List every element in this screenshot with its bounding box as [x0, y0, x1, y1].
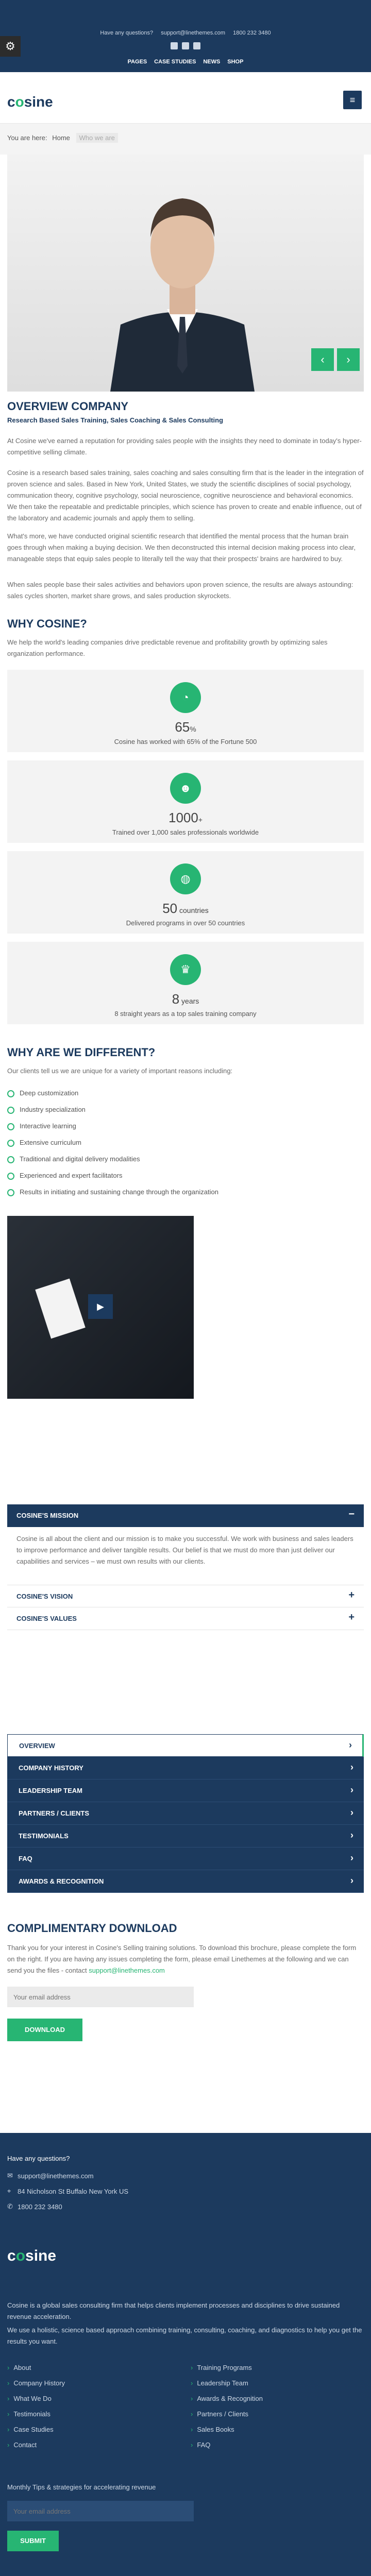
menu-button[interactable]: ≡: [343, 91, 362, 109]
breadcrumb: [0, 124, 371, 155]
plus-icon: +: [348, 1612, 355, 1623]
check-circle-icon: [7, 1173, 14, 1180]
chevron-right-icon: ›: [350, 1830, 353, 1840]
tab-testimonials[interactable]: TESTIMONIALS ›: [7, 1825, 364, 1848]
list-item: Traditional and digital delivery modalities: [7, 1155, 140, 1163]
hero-image: [7, 155, 364, 392]
stat-label: Trained over 1,000 sales professionals worldwide: [112, 828, 259, 836]
footer-link[interactable]: › Case Studies: [7, 2426, 54, 2433]
footer-link[interactable]: › Testimonials: [7, 2410, 50, 2418]
overview-paragraph-1: At Cosine we've earned a reputation for providing sales people with the insights they need to dominate in today's hyper-competitive selling climate.: [7, 437, 362, 456]
stat-card: ◍ 50 countries Delivered programs in over 50 countries: [7, 851, 364, 934]
accordion-mission[interactable]: COSINE'S MISSION −: [7, 1504, 364, 1527]
footer-link[interactable]: › Training Programs: [191, 2364, 252, 2371]
check-circle-icon: [7, 1140, 14, 1147]
overview-subtitle: Research Based Sales Training, Sales Coaching & Sales Consulting: [7, 416, 224, 424]
play-icon[interactable]: ▶: [88, 1294, 113, 1319]
chevron-right-icon: ›: [350, 1785, 353, 1795]
stat-card: ◔ 65% Cosine has worked with 65% of the Fortune 500: [7, 670, 364, 752]
mail-icon: ✉: [7, 2172, 13, 2179]
stat-card: ♛ 8 years 8 straight years as a top sales training company: [7, 942, 364, 1024]
download-text: Thank you for your interest in Cosine's Selling training solutions. To download this brochure, please complete the form on the right. If you are having any issues completing the form, please email Linethemes at the following and we can send you the files - contact support@linethemes.com: [7, 1944, 357, 1974]
list-item: Experienced and expert facilitators: [7, 1172, 122, 1180]
check-circle-icon: [7, 1156, 14, 1163]
footer-link[interactable]: › Leadership Team: [191, 2379, 248, 2387]
list-item: Extensive curriculum: [7, 1139, 81, 1147]
globe-icon: ◍: [170, 863, 201, 894]
chevron-right-icon: ›: [350, 1807, 353, 1818]
nav-shop[interactable]: SHOP: [227, 59, 244, 65]
check-circle-icon: [7, 1107, 14, 1114]
tab-leadership-team[interactable]: LEADERSHIP TEAM ›: [7, 1780, 364, 1802]
overview-paragraph-2: Cosine is a research based sales training, sales coaching and sales consulting firm that is the leader in the integration of proven science and sales. Based in New York, United States, we study the scientific disciplines of social psychology, communication theory, cognitive psychology, social neuroscience, cognitive neuroscience and behavioral economics. We then take the repeatable and predictable principles, which science has proven to create and enable influence, out of the laboratory and academic journals and apply them to selling.: [7, 469, 364, 522]
download-button[interactable]: DOWNLOAD: [7, 2019, 82, 2041]
breadcrumb-prefix: You are here:: [7, 134, 47, 142]
top-bar: [0, 0, 371, 72]
newsletter-email-input[interactable]: [7, 2501, 194, 2521]
overview-title: OVERVIEW COMPANY: [7, 400, 129, 413]
footer-question: Have any questions?: [7, 2155, 70, 2162]
question-text: Have any questions?: [100, 30, 154, 36]
overview-paragraph-3: What's more, we have conducted original scientific research that identified the mental process that the human brain goes through when making a buying decision. We then deconstructed this internal decision making process into clear, manageable steps that equip sales people to literally tell the way that their prospects' brains are hardwired to buy.: [7, 532, 356, 563]
nav-news[interactable]: NEWS: [203, 59, 221, 65]
tab-partners-clients[interactable]: PARTNERS / CLIENTS ›: [7, 1802, 364, 1825]
site-logo[interactable]: cosine: [7, 94, 53, 110]
pie-chart-icon: ◔: [170, 682, 201, 713]
overview-paragraph-4: When sales people base their sales activities and behaviors upon proven science, the results are always astounding: sales cycles shorten, market share grows, and sales production skyrockets.: [7, 581, 353, 600]
nav-case-studies[interactable]: CASE STUDIES: [154, 59, 196, 65]
list-item: Results in initiating and sustaining change through the organization: [7, 1188, 218, 1196]
newsletter-text: Monthly Tips & strategies for accelerating revenue: [7, 2483, 156, 2491]
submit-button[interactable]: SUBMIT: [7, 2531, 59, 2551]
stat-card: ☻ 1000+ Trained over 1,000 sales professionals worldwide: [7, 760, 364, 843]
accordion-vision[interactable]: COSINE'S VISION +: [7, 1585, 364, 1607]
stat-label: Delivered programs in over 50 countries: [126, 919, 245, 927]
nav-pages[interactable]: PAGES: [127, 59, 147, 65]
footer-link[interactable]: › Partners / Clients: [191, 2410, 248, 2418]
different-intro: Our clients tell us we are unique for a variety of important reasons including:: [7, 1067, 233, 1075]
footer-link[interactable]: › What We Do: [7, 2395, 52, 2402]
minus-icon: −: [348, 1509, 355, 1520]
plus-icon: +: [348, 1589, 355, 1601]
card-in-pocket: [35, 1279, 85, 1339]
google-plus-icon[interactable]: [193, 42, 200, 49]
pin-icon: ⌖: [7, 2187, 11, 2195]
email-link[interactable]: support@linethemes.com: [161, 30, 226, 36]
footer-logo[interactable]: cosine: [7, 2247, 57, 2264]
chevron-right-icon: ›: [349, 1740, 352, 1750]
footer-link[interactable]: › Awards & Recognition: [191, 2395, 263, 2402]
footer-link[interactable]: › FAQ: [191, 2441, 210, 2449]
download-email-link[interactable]: support@linethemes.com: [89, 1967, 165, 1974]
footer-phone: 1800 232 3480: [18, 2203, 62, 2211]
why-text: We help the world's leading companies drive predictable revenue and profitability growth by optimizing sales organization performance.: [7, 638, 328, 657]
stat-label: Cosine has worked with 65% of the Fortune 500: [114, 738, 257, 745]
footer-link[interactable]: › Sales Books: [191, 2426, 234, 2433]
footer-paragraph-2: We use a holistic, science based approach combining training, consulting, coaching, and diagnostics to help you get the results you want.: [7, 2326, 362, 2345]
footer-link[interactable]: › Company History: [7, 2379, 65, 2387]
tab-faq[interactable]: FAQ ›: [7, 1848, 364, 1870]
facebook-icon[interactable]: [171, 42, 178, 49]
accordion-values[interactable]: COSINE'S VALUES +: [7, 1607, 364, 1630]
download-email-input[interactable]: [7, 1987, 194, 2007]
next-arrow-icon[interactable]: ›: [337, 348, 360, 371]
footer-email[interactable]: support@linethemes.com: [18, 2172, 94, 2180]
check-circle-icon: [7, 1123, 14, 1130]
phone-text: 1800 232 3480: [233, 30, 271, 36]
mission-text: Cosine is all about the client and our mission is to make you successful. We work with business and sales leaders to improve performance and deliver tangible results. Our belief is that we must do more than just deliver our capabilities and services – we must own results with our clients.: [16, 1535, 353, 1565]
tab-company-history[interactable]: COMPANY HISTORY ›: [7, 1757, 364, 1780]
prev-arrow-icon[interactable]: ‹: [311, 348, 334, 371]
chevron-right-icon: ›: [350, 1853, 353, 1863]
site-header: [0, 72, 371, 124]
different-title: WHY ARE WE DIFFERENT?: [7, 1046, 156, 1059]
gear-icon[interactable]: ⚙: [0, 36, 21, 57]
twitter-icon[interactable]: [182, 42, 189, 49]
chevron-right-icon: ›: [350, 1875, 353, 1886]
tab-overview[interactable]: OVERVIEW ›: [7, 1734, 364, 1757]
phone-icon: ✆: [7, 2202, 13, 2210]
why-title: WHY COSINE?: [7, 617, 87, 630]
breadcrumb-current: Who we are: [76, 133, 118, 143]
site-footer: [0, 2133, 371, 2576]
footer-address: 84 Nicholson St Buffalo New York US: [18, 2188, 129, 2195]
stat-label: 8 straight years as a top sales training company: [114, 1010, 257, 1018]
list-item: Deep customization: [7, 1089, 78, 1097]
list-item: Interactive learning: [7, 1122, 76, 1130]
check-circle-icon: [7, 1189, 14, 1196]
main-nav: [0, 57, 371, 65]
trophy-icon: ♛: [170, 954, 201, 985]
footer-link[interactable]: › Contact: [7, 2441, 37, 2449]
footer-link[interactable]: › About: [7, 2364, 31, 2371]
list-item: Industry specialization: [7, 1106, 86, 1114]
footer-paragraph-1: Cosine is a global sales consulting firm that helps clients implement processes and disciplines to drive sustained revenue acceleration.: [7, 2301, 340, 2320]
businessman-photo: [100, 170, 265, 392]
tab-awards[interactable]: AWARDS & RECOGNITION ›: [7, 1870, 364, 1893]
video-thumbnail[interactable]: [7, 1216, 194, 1399]
download-title: COMPLIMENTARY DOWNLOAD: [7, 1922, 177, 1935]
check-circle-icon: [7, 1090, 14, 1097]
chevron-right-icon: ›: [350, 1762, 353, 1772]
users-icon: ☻: [170, 773, 201, 804]
breadcrumb-home[interactable]: Home: [52, 134, 70, 142]
